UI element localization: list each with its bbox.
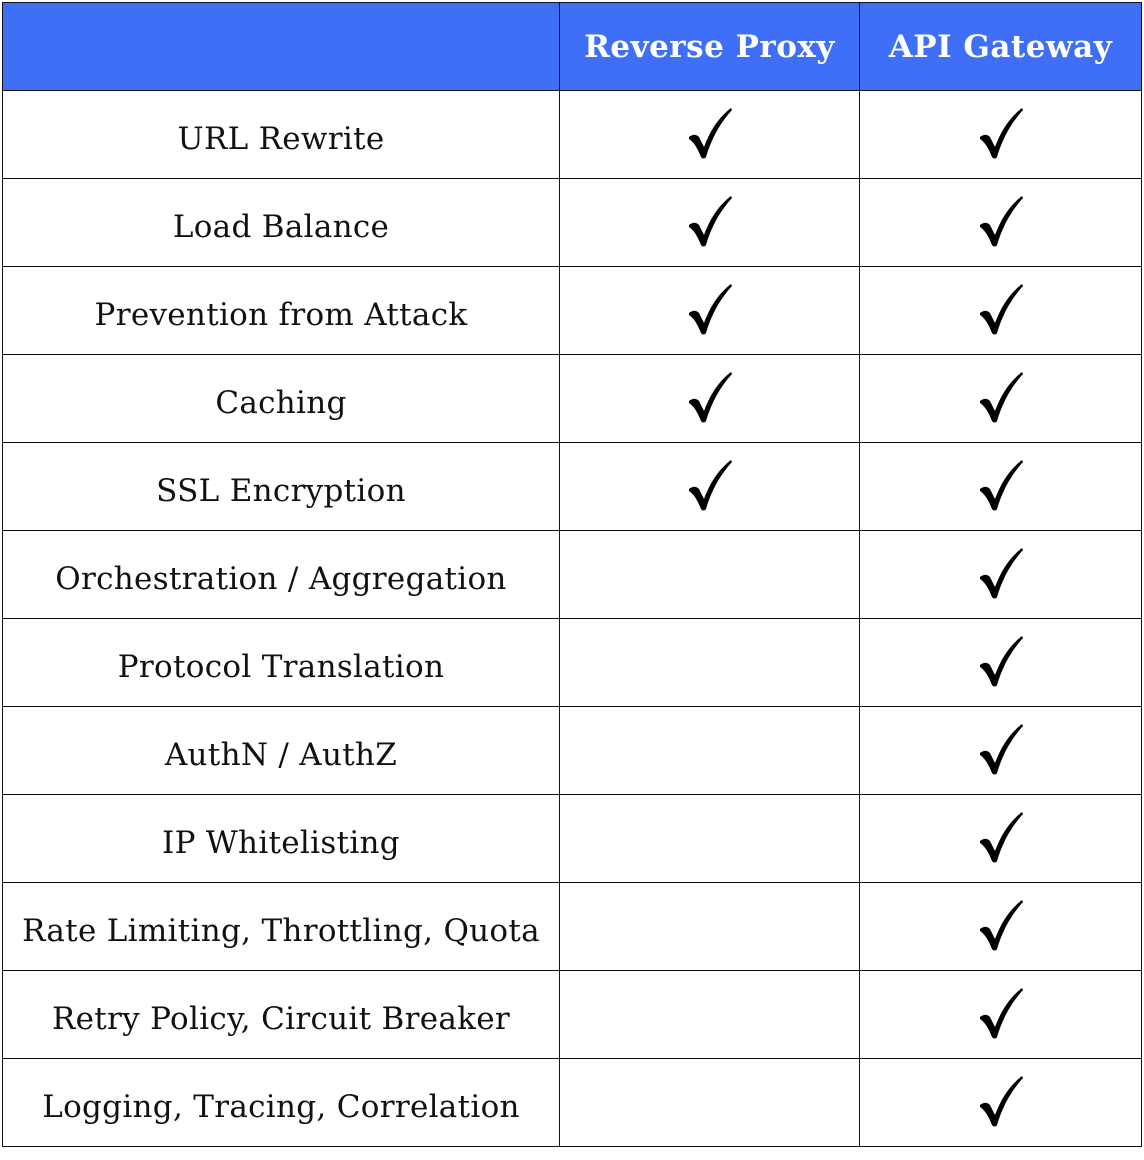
api-gateway-cell — [860, 443, 1142, 531]
feature-label: Logging, Tracing, Correlation — [3, 1059, 560, 1147]
checkmark-icon — [978, 195, 1024, 247]
header-reverse-proxy: Reverse Proxy — [560, 3, 860, 91]
checkmark-icon — [978, 811, 1024, 863]
api-gateway-cell — [860, 179, 1142, 267]
reverse-proxy-cell — [560, 707, 860, 795]
table-row — [3, 91, 1142, 179]
feature-label: Rate Limiting, Throttling, Quota — [3, 883, 560, 971]
reverse-proxy-cell — [560, 267, 860, 355]
feature-label: Load Balance — [3, 179, 560, 267]
feature-label: IP Whitelisting — [3, 795, 560, 883]
checkmark-icon — [978, 547, 1024, 599]
reverse-proxy-cell — [560, 883, 860, 971]
api-gateway-cell — [860, 531, 1142, 619]
table-row — [3, 619, 1142, 707]
api-gateway-cell — [860, 883, 1142, 971]
comparison-table — [2, 2, 1142, 1147]
reverse-proxy-cell — [560, 91, 860, 179]
reverse-proxy-cell — [560, 619, 860, 707]
checkmark-icon — [978, 283, 1024, 335]
api-gateway-cell — [860, 91, 1142, 179]
table-row — [3, 531, 1142, 619]
reverse-proxy-cell — [560, 1059, 860, 1147]
reverse-proxy-cell — [560, 795, 860, 883]
feature-label: Caching — [3, 355, 560, 443]
api-gateway-cell — [860, 707, 1142, 795]
checkmark-icon — [687, 459, 733, 511]
checkmark-icon — [978, 1075, 1024, 1127]
feature-label: URL Rewrite — [3, 91, 560, 179]
table-row — [3, 883, 1142, 971]
header-row — [3, 3, 1142, 91]
table-row — [3, 179, 1142, 267]
header-feature — [3, 3, 560, 91]
checkmark-icon — [978, 987, 1024, 1039]
table-body — [3, 91, 1142, 1147]
checkmark-icon — [978, 107, 1024, 159]
api-gateway-cell — [860, 795, 1142, 883]
header-api-gateway: API Gateway — [860, 3, 1142, 91]
table-row — [3, 355, 1142, 443]
table-row — [3, 795, 1142, 883]
checkmark-icon — [978, 899, 1024, 951]
api-gateway-cell — [860, 971, 1142, 1059]
api-gateway-cell — [860, 619, 1142, 707]
table-row — [3, 267, 1142, 355]
checkmark-icon — [978, 459, 1024, 511]
checkmark-icon — [687, 283, 733, 335]
feature-label: AuthN / AuthZ — [3, 707, 560, 795]
api-gateway-cell — [860, 267, 1142, 355]
feature-label: Orchestration / Aggregation — [3, 531, 560, 619]
table-row — [3, 707, 1142, 795]
reverse-proxy-cell — [560, 443, 860, 531]
feature-label: Retry Policy, Circuit Breaker — [3, 971, 560, 1059]
checkmark-icon — [687, 107, 733, 159]
table-row — [3, 1059, 1142, 1147]
reverse-proxy-cell — [560, 355, 860, 443]
reverse-proxy-cell — [560, 179, 860, 267]
reverse-proxy-cell — [560, 531, 860, 619]
checkmark-icon — [687, 195, 733, 247]
checkmark-icon — [978, 371, 1024, 423]
checkmark-icon — [978, 723, 1024, 775]
api-gateway-cell — [860, 355, 1142, 443]
table-row — [3, 443, 1142, 531]
checkmark-icon — [978, 635, 1024, 687]
checkmark-icon — [687, 371, 733, 423]
feature-label: Protocol Translation — [3, 619, 560, 707]
feature-label: Prevention from Attack — [3, 267, 560, 355]
api-gateway-cell — [860, 1059, 1142, 1147]
table-row — [3, 971, 1142, 1059]
reverse-proxy-cell — [560, 971, 860, 1059]
feature-label: SSL Encryption — [3, 443, 560, 531]
